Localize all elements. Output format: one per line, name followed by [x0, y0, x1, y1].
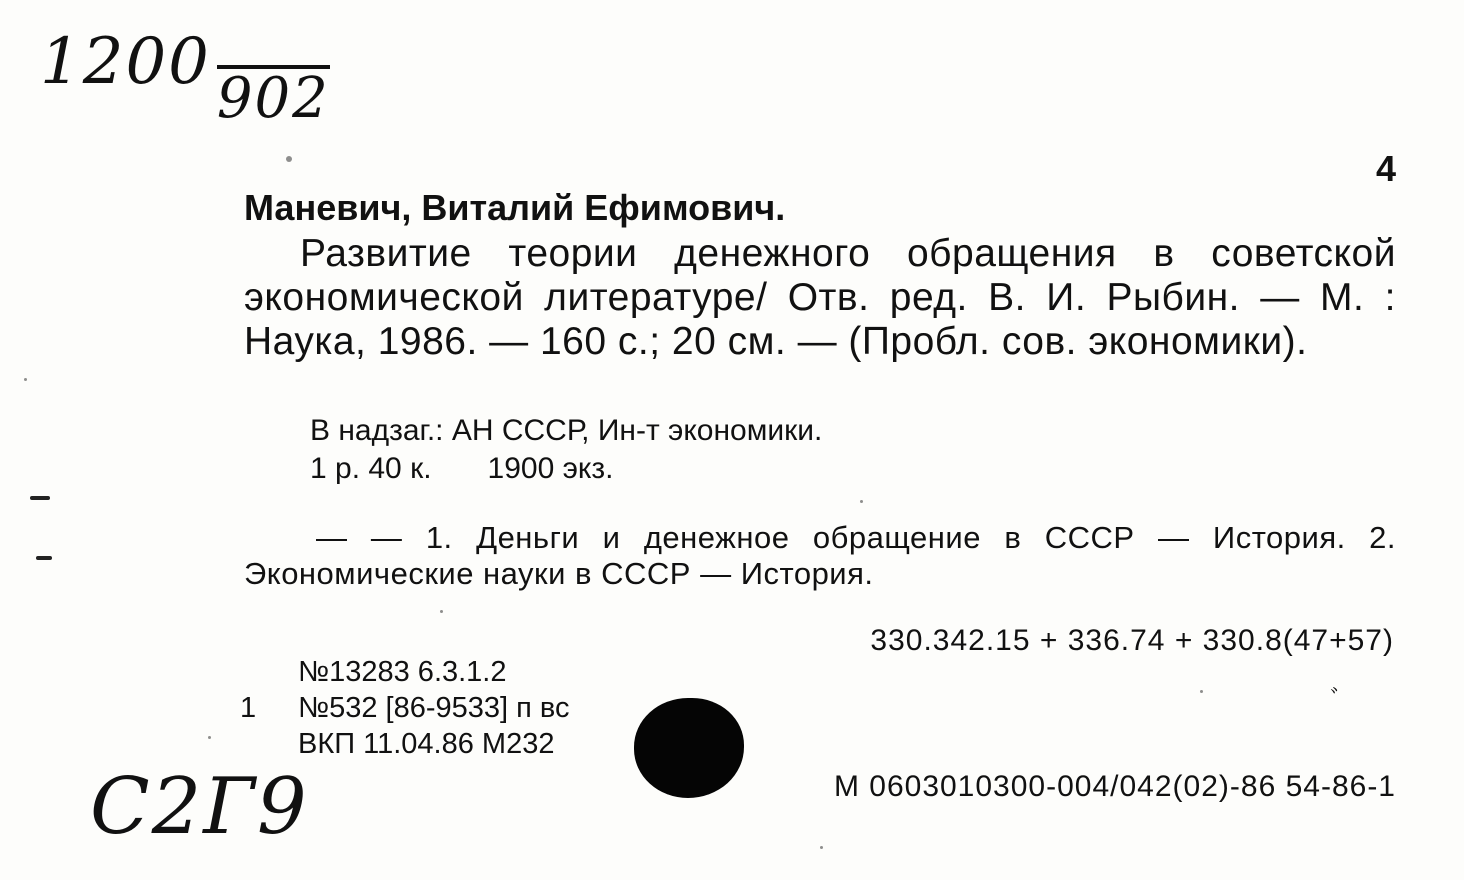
scan-dash: [30, 496, 50, 500]
tech-line-2-row: [240, 690, 570, 726]
scan-speck: [440, 610, 443, 613]
notes-block: [310, 412, 1210, 488]
classification-index: 330.342.15 + 336.74 + 330.8(47+57): [870, 624, 1394, 657]
scan-speck: [286, 156, 292, 162]
print-run: 1900 экз.: [487, 452, 614, 485]
ink-blot: [634, 698, 744, 798]
overhead-note: В надзаг.: АН СССР, Ин-т экономики.: [310, 414, 823, 447]
scan-speck: [208, 736, 211, 739]
handwritten-shelf-mark: [40, 25, 330, 131]
handwritten-number: 1200: [40, 25, 211, 99]
handwritten-call-number: С2Г9: [90, 762, 309, 852]
bibliographic-description: Развитие теории денежного обращения в советской экономической литературе/ Отв. ред. В. И. Рыбин. — М. : Наука, 1986. — 160 с.; 20 см. — (Пробл. сов. экономики).: [244, 232, 1396, 363]
author-heading: Маневич, Виталий Ефимович.: [244, 187, 786, 228]
price-row: [310, 450, 1210, 488]
tech-line-2: №532 [86-9533] п вс: [298, 692, 570, 724]
scan-speck: [1200, 690, 1203, 693]
tech-line-3: ВКП 11.04.86 М232: [298, 728, 555, 760]
scan-speck: [24, 378, 27, 381]
technical-block: [240, 654, 570, 762]
price: 1 р. 40 к.: [310, 452, 432, 485]
pencil-mark-icon: ﾞ: [1330, 686, 1344, 716]
handwritten-fraction: 902: [216, 66, 330, 131]
tech-line-1: №13283 6.3.1.2: [298, 656, 507, 688]
scan-dash: [36, 556, 52, 560]
tech-line-2-mark: 1: [240, 692, 257, 724]
scan-speck: [820, 846, 823, 849]
subject-headings: — — 1. Деньги и денежное обращение в СССР — История. 2. Экономические науки в СССР — История.: [244, 520, 1396, 591]
publication-code: М 0603010300-004/042(02)-86 54-86-1: [833, 770, 1396, 803]
card-number: 4: [1375, 148, 1396, 189]
scan-speck: [860, 500, 863, 503]
